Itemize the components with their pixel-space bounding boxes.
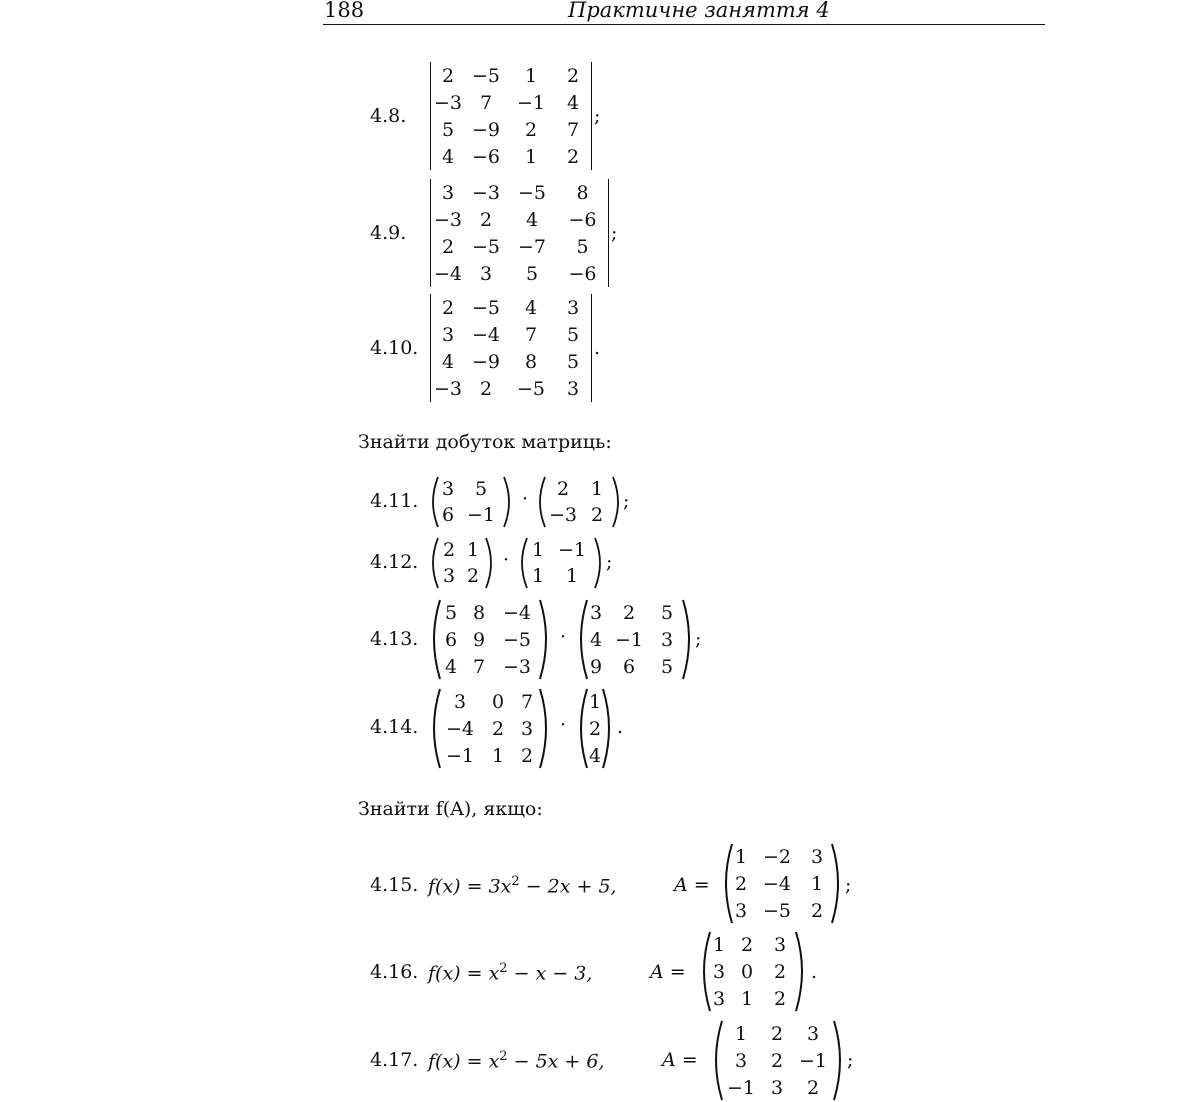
matrix-cell: 1 bbox=[531, 565, 545, 587]
matrix-cell: 4 bbox=[441, 350, 455, 373]
matrix-cell: 1 bbox=[734, 1022, 748, 1045]
matrix-cell: 3 bbox=[810, 845, 824, 868]
matrix-cell: 4 bbox=[524, 296, 538, 319]
matrix bbox=[428, 599, 552, 680]
problem-label: 4.17. bbox=[370, 1049, 419, 1071]
matrix-cell: 4 bbox=[525, 208, 539, 231]
formula-rest: − x − 3, bbox=[507, 962, 593, 985]
page-number: 188 bbox=[324, 0, 365, 22]
matrix-cell: −2 bbox=[762, 845, 791, 868]
matrix-cell: 7 bbox=[566, 118, 580, 141]
matrix-cell: 1 bbox=[565, 565, 579, 587]
matrix-cell: −6 bbox=[471, 145, 500, 168]
matrix-cell: 2 bbox=[479, 208, 493, 231]
determinant bbox=[430, 294, 592, 402]
matrix-cell: 9 bbox=[589, 655, 603, 678]
matrix-cell: −3 bbox=[433, 377, 462, 400]
matrix-cell: −9 bbox=[471, 350, 500, 373]
problem-label: 4.16. bbox=[370, 961, 419, 983]
formula-lhs: f(x) = bbox=[428, 875, 489, 898]
matrix-cell: −5 bbox=[471, 296, 500, 319]
punctuation: . bbox=[811, 961, 818, 983]
matrix-cell: 7 bbox=[472, 655, 486, 678]
matrix-cell: 6 bbox=[441, 504, 455, 526]
matrix-cell: 2 bbox=[566, 145, 580, 168]
matrix-cell: −1 bbox=[557, 539, 586, 561]
matrix-cell: 5 bbox=[444, 601, 458, 624]
problem-label: 4.14. bbox=[370, 716, 419, 738]
matrix bbox=[710, 1020, 846, 1101]
matrix-cell: 1 bbox=[588, 690, 602, 713]
matrix-cell: 3 bbox=[453, 690, 467, 713]
matrix-cell: 2 bbox=[588, 717, 602, 740]
matrix-cell: −4 bbox=[433, 262, 462, 285]
matrix-cell: 3 bbox=[712, 960, 726, 983]
matrix-cell: −1 bbox=[798, 1049, 827, 1072]
matrix-cell: 6 bbox=[444, 628, 458, 651]
header-rule bbox=[323, 24, 1045, 25]
matrix-cell: 3 bbox=[441, 478, 455, 500]
punctuation: ; bbox=[623, 490, 630, 512]
matrix-cell: 2 bbox=[491, 717, 505, 740]
determinant bbox=[430, 179, 609, 287]
formula-exponent: 2 bbox=[499, 961, 508, 976]
matrix-cell: 2 bbox=[466, 565, 480, 587]
matrix-assignment: A = bbox=[650, 961, 686, 983]
formula-rest: − 2x + 5, bbox=[519, 875, 617, 898]
multiply-dot: · bbox=[522, 488, 529, 510]
matrix-cell: 2 bbox=[590, 504, 604, 526]
matrix-cell: 2 bbox=[806, 1076, 820, 1099]
matrix-cell: 3 bbox=[441, 181, 455, 204]
matrix-cell: −1 bbox=[614, 628, 643, 651]
matrix-cell: −1 bbox=[516, 91, 545, 114]
problem-label: 4.10. bbox=[370, 337, 419, 359]
multiply-dot: · bbox=[560, 626, 567, 648]
matrix-cell: 2 bbox=[441, 296, 455, 319]
matrix-cell: 3 bbox=[479, 262, 493, 285]
matrix-cell: 0 bbox=[491, 690, 505, 713]
matrix-cell: 3 bbox=[441, 323, 455, 346]
matrix-cell: 7 bbox=[479, 91, 493, 114]
matrix-cell: 2 bbox=[810, 899, 824, 922]
matrix-cell: 2 bbox=[441, 235, 455, 258]
matrix bbox=[428, 476, 514, 528]
matrix-cell: 5 bbox=[660, 601, 674, 624]
matrix bbox=[535, 476, 623, 528]
matrix-assignment: A = bbox=[662, 1049, 698, 1071]
matrix-cell: 1 bbox=[712, 933, 726, 956]
formula-exponent: 2 bbox=[499, 1049, 508, 1064]
matrix bbox=[517, 537, 605, 589]
matrix-cell: 3 bbox=[566, 296, 580, 319]
matrix bbox=[720, 843, 844, 924]
matrix-cell: 2 bbox=[524, 118, 538, 141]
matrix-cell: 3 bbox=[734, 1049, 748, 1072]
matrix-cell: 3 bbox=[442, 565, 456, 587]
matrix-cell: −4 bbox=[762, 872, 791, 895]
matrix-cell: 2 bbox=[442, 539, 456, 561]
matrix-cell: 5 bbox=[566, 323, 580, 346]
function-formula bbox=[428, 961, 592, 984]
formula-rest: − 5x + 6, bbox=[507, 1050, 605, 1073]
matrix-cell: −5 bbox=[502, 628, 531, 651]
matrix-cell: 3 bbox=[712, 987, 726, 1010]
matrix-cell: −4 bbox=[445, 717, 474, 740]
matrix-cell: −6 bbox=[568, 208, 597, 231]
matrix-cell: −1 bbox=[445, 744, 474, 767]
matrix-cell: 1 bbox=[590, 478, 604, 500]
matrix bbox=[575, 688, 615, 769]
matrix-cell: 1 bbox=[810, 872, 824, 895]
matrix-cell: 3 bbox=[734, 899, 748, 922]
matrix-cell: −4 bbox=[471, 323, 500, 346]
problem-label: 4.11. bbox=[370, 490, 419, 512]
matrix-cell: 2 bbox=[773, 960, 787, 983]
punctuation: ; bbox=[845, 874, 852, 896]
function-formula bbox=[428, 1049, 605, 1072]
matrix-cell: 2 bbox=[441, 64, 455, 87]
matrix bbox=[428, 688, 552, 769]
matrix-cell: 1 bbox=[491, 744, 505, 767]
matrix-cell: 2 bbox=[566, 64, 580, 87]
punctuation: . bbox=[617, 716, 624, 738]
determinant bbox=[430, 62, 592, 170]
punctuation: ; bbox=[594, 105, 601, 127]
problem-label: 4.15. bbox=[370, 874, 419, 896]
matrix-cell: −3 bbox=[471, 181, 500, 204]
matrix-cell: 4 bbox=[588, 744, 602, 767]
matrix-cell: 3 bbox=[770, 1076, 784, 1099]
matrix-cell: 2 bbox=[622, 601, 636, 624]
matrix-cell: 2 bbox=[520, 744, 534, 767]
section-intro: Знайти добуток матриць: bbox=[358, 431, 612, 453]
matrix-cell: 4 bbox=[589, 628, 603, 651]
matrix-cell: 2 bbox=[770, 1022, 784, 1045]
matrix-cell: 9 bbox=[472, 628, 486, 651]
matrix-cell: 8 bbox=[472, 601, 486, 624]
matrix bbox=[428, 537, 496, 589]
matrix-cell: −3 bbox=[502, 655, 531, 678]
formula-term: x bbox=[488, 1050, 500, 1073]
matrix-cell: −9 bbox=[471, 118, 500, 141]
matrix-cell: −1 bbox=[726, 1076, 755, 1099]
matrix-cell: −7 bbox=[517, 235, 546, 258]
multiply-dot: · bbox=[560, 714, 567, 736]
matrix bbox=[698, 931, 808, 1012]
matrix-cell: 3 bbox=[660, 628, 674, 651]
matrix-cell: 2 bbox=[556, 478, 570, 500]
problem-label: 4.9. bbox=[370, 222, 407, 244]
matrix-cell: 7 bbox=[520, 690, 534, 713]
matrix-cell: 2 bbox=[740, 933, 754, 956]
matrix-cell: 6 bbox=[622, 655, 636, 678]
function-formula bbox=[428, 874, 617, 897]
matrix-cell: −5 bbox=[517, 181, 546, 204]
formula-lhs: f(x) = bbox=[428, 1050, 489, 1073]
matrix-cell: 3 bbox=[773, 933, 787, 956]
matrix-cell: 3 bbox=[589, 601, 603, 624]
matrix-cell: −5 bbox=[471, 64, 500, 87]
matrix-cell: 3 bbox=[566, 377, 580, 400]
matrix-cell: 2 bbox=[770, 1049, 784, 1072]
matrix-cell: 5 bbox=[474, 478, 488, 500]
matrix-cell: 0 bbox=[740, 960, 754, 983]
matrix bbox=[575, 599, 695, 680]
page-title: Практичне заняття 4 bbox=[568, 0, 830, 22]
section-intro: Знайти f(A), якщо: bbox=[358, 798, 543, 820]
matrix-cell: 5 bbox=[576, 235, 589, 258]
matrix-cell: 1 bbox=[740, 987, 754, 1010]
matrix-cell: 5 bbox=[660, 655, 674, 678]
matrix-cell: 4 bbox=[566, 91, 580, 114]
matrix-cell: −5 bbox=[762, 899, 791, 922]
matrix-cell: −3 bbox=[433, 208, 462, 231]
formula-term: 3x bbox=[488, 875, 512, 898]
punctuation: ; bbox=[611, 222, 618, 244]
punctuation: . bbox=[594, 337, 601, 359]
matrix-cell: 7 bbox=[524, 323, 538, 346]
matrix-cell: 8 bbox=[576, 181, 589, 204]
matrix-cell: 3 bbox=[806, 1022, 820, 1045]
matrix-cell: 1 bbox=[734, 845, 748, 868]
punctuation: ; bbox=[606, 551, 613, 573]
problem-label: 4.13. bbox=[370, 628, 419, 650]
formula-exponent: 2 bbox=[511, 874, 520, 889]
matrix-cell: 2 bbox=[734, 872, 748, 895]
matrix-cell: 2 bbox=[479, 377, 493, 400]
matrix-cell: −5 bbox=[471, 235, 500, 258]
matrix-cell: 4 bbox=[444, 655, 458, 678]
problem-label: 4.12. bbox=[370, 551, 419, 573]
matrix-cell: −1 bbox=[466, 504, 495, 526]
matrix-cell: 1 bbox=[524, 64, 538, 87]
punctuation: ; bbox=[695, 628, 702, 650]
problem-label: 4.8. bbox=[370, 105, 407, 127]
matrix-cell: −3 bbox=[433, 91, 462, 114]
matrix-cell: −4 bbox=[502, 601, 531, 624]
matrix-cell: 5 bbox=[525, 262, 539, 285]
matrix-cell: −5 bbox=[516, 377, 545, 400]
matrix-cell: 1 bbox=[524, 145, 538, 168]
punctuation: ; bbox=[847, 1049, 854, 1071]
matrix-cell: −3 bbox=[548, 504, 577, 526]
matrix-assignment: A = bbox=[674, 874, 710, 896]
formula-term: x bbox=[488, 962, 500, 985]
matrix-cell: 1 bbox=[466, 539, 480, 561]
matrix-cell: 3 bbox=[520, 717, 534, 740]
matrix-cell: 5 bbox=[441, 118, 455, 141]
multiply-dot: · bbox=[503, 549, 510, 571]
matrix-cell: 5 bbox=[566, 350, 580, 373]
matrix-cell: 1 bbox=[531, 539, 545, 561]
matrix-cell: 2 bbox=[773, 987, 787, 1010]
matrix-cell: 4 bbox=[441, 145, 455, 168]
matrix-cell: 8 bbox=[524, 350, 538, 373]
formula-lhs: f(x) = bbox=[428, 962, 489, 985]
matrix-cell: −6 bbox=[568, 262, 597, 285]
